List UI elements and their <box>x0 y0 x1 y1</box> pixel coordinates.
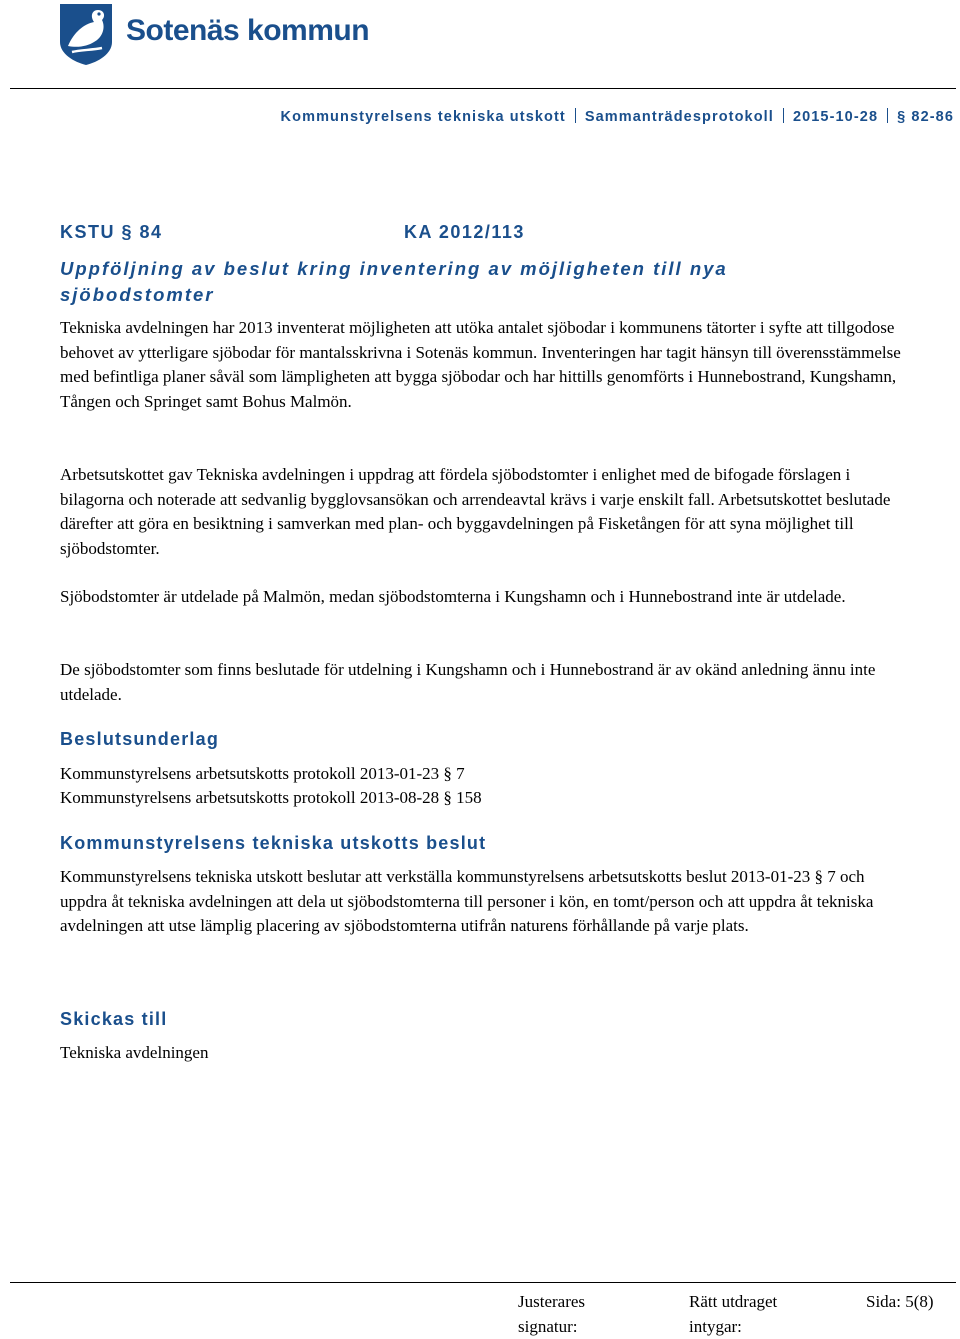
sotenas-crest-icon <box>58 2 114 66</box>
header-separator <box>783 108 784 123</box>
protocol-type: Sammanträdesprotokoll <box>584 109 774 125</box>
skickas-recipient: Tekniska avdelningen <box>60 1043 209 1062</box>
meeting-date: 2015-10-28 <box>792 109 879 125</box>
paragraph-status: Sjöbodstomter är utdelade på Malmön, medan sjöbodstomterna i Kungshamn och i Hunnebostrand inte är utdelade. <box>60 587 846 606</box>
paragraph-assignment: Arbetsutskottet gav Tekniska avdelningen i uppdrag att fördela sjöbodstomter i enlighet med de bifogade förslagen i bilagorna och noterade att sedvanlig bygglovsansökan och arrendeavtal krävs i varje enskilt fall. Arbetsutskottet beslutade därefter att göra en besiktning i samverkan med plan- och byggavdelningen på Fisketången för att syna möjlighet till sjöbodstomter. <box>60 465 891 558</box>
beslut-heading: Kommunstyrelsens tekniska utskotts beslut <box>60 833 487 853</box>
paragraph-pending: De sjöbodstomter som finns beslutade för utdelning i Kungshamn och i Hunnebostrand är av okänd anledning ännu inte utdelade. <box>60 660 876 704</box>
top-divider <box>10 88 956 89</box>
logo <box>58 2 378 66</box>
bottom-divider <box>10 1282 956 1283</box>
case-dnr: KA 2012/113 <box>404 222 525 242</box>
underlag-item: Kommunstyrelsens arbetsutskotts protokoll 2013-01-23 § 7 <box>60 764 465 783</box>
beslutsunderlag-heading: Beslutsunderlag <box>60 729 220 749</box>
case-heading <box>60 222 525 243</box>
committee-name: Kommunstyrelsens tekniska utskott <box>280 109 566 125</box>
paragraph-background: Tekniska avdelningen har 2013 inventerat möjligheten att utöka antalet sjöbodar i kommunens tätorter i syfte att tillgodose behovet av ytterligare sjöbodar för mantalsskrivna i Sotenäs kommun. Inventeringen har tagit hänsyn till överensstämmelse med befintliga planer såväl som lämpligheten att bygga sjöbodar och har hittills genomförts i Hunnebostrand, Kungshamn, Tången och Springet samt Bohus Malmön. <box>60 318 901 411</box>
page-number: Sida: 5(8) <box>866 1292 934 1311</box>
ratt-utdraget-intygar: Rätt utdraget intygar: <box>689 1292 778 1336</box>
logo-wordmark: Sotenäs kommun <box>126 14 370 47</box>
case-title: Uppföljning av beslut kring inventering av möjligheten till nya sjöbodstomter <box>60 258 728 305</box>
justerares-signatur: Justerares signatur: <box>518 1292 586 1336</box>
beslut-text: Kommunstyrelsens tekniska utskott beslutar att verkställa kommunstyrelsens arbetsutskotts beslut 2013-01-23 § 7 och uppdra åt tekniska avdelningen att dela ut sjöbodstomterna till personer i kön, en tomt/person och att uppdra åt tekniska avdelningen att utse lämplig placering av sjöbodstomterna utifrån naturens förhållande på varje plats. <box>60 867 874 935</box>
underlag-item: Kommunstyrelsens arbetsutskotts protokoll 2013-08-28 § 158 <box>60 788 482 807</box>
paragraph-range: § 82-86 <box>897 109 954 125</box>
header-separator <box>575 108 576 123</box>
skickas-heading: Skickas till <box>60 1009 168 1029</box>
protocol-header <box>281 108 954 125</box>
header-separator <box>887 108 888 123</box>
case-number: KSTU § 84 <box>60 222 163 242</box>
